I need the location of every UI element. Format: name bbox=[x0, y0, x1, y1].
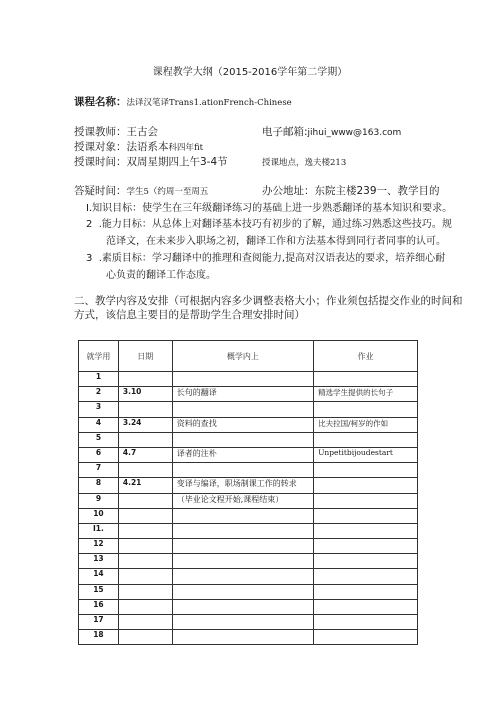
cell-content: 变译与编译，职场制课工作的转求 bbox=[172, 478, 313, 493]
table-row bbox=[79, 372, 418, 387]
cell-content bbox=[172, 508, 313, 523]
cell-date bbox=[118, 539, 172, 554]
cell-date bbox=[118, 372, 172, 387]
course-name-label: 课程名称： bbox=[74, 96, 127, 108]
cell-week: 13 bbox=[79, 554, 119, 569]
objective-1-head: 知识 bbox=[92, 203, 113, 214]
cell-content bbox=[172, 584, 313, 599]
course-name-value: 法译汉笔译Trans1.ationFrench-Chinese bbox=[126, 98, 292, 108]
cell-week: 14 bbox=[79, 569, 119, 584]
class-time-label: 授课时间： bbox=[74, 156, 127, 168]
cell-content bbox=[172, 402, 313, 417]
cell-date bbox=[118, 569, 172, 584]
table-row bbox=[79, 463, 418, 478]
objective-1 bbox=[86, 199, 452, 214]
table-row bbox=[79, 447, 418, 462]
cell-week: 16 bbox=[79, 599, 119, 614]
cell-homework bbox=[314, 402, 418, 417]
cell-week: 1 bbox=[79, 372, 119, 387]
cell-date bbox=[118, 432, 172, 447]
objective-3-num: 3 bbox=[86, 253, 93, 264]
course-name bbox=[74, 94, 292, 109]
cell-homework bbox=[314, 508, 418, 523]
cell-content bbox=[172, 599, 313, 614]
cell-homework: 精选学生提供的长句子 bbox=[314, 387, 418, 402]
cell-date: 3.24 bbox=[118, 417, 172, 432]
teacher-value: 王古会 bbox=[126, 126, 158, 138]
schedule-table bbox=[78, 340, 418, 645]
table-row bbox=[79, 493, 418, 508]
cell-homework bbox=[314, 615, 418, 630]
cell-homework bbox=[314, 630, 418, 645]
objective-2-head: .能力 bbox=[98, 219, 122, 230]
objective-2 bbox=[86, 215, 452, 230]
cell-content bbox=[172, 630, 313, 645]
table-row bbox=[79, 387, 418, 402]
cell-homework bbox=[314, 584, 418, 599]
cell-homework bbox=[314, 432, 418, 447]
qa-time bbox=[74, 183, 208, 198]
cell-homework bbox=[314, 599, 418, 614]
header-date: 日期 bbox=[118, 341, 172, 372]
cell-homework bbox=[314, 539, 418, 554]
cell-content bbox=[172, 569, 313, 584]
cell-homework bbox=[314, 493, 418, 508]
table-row bbox=[79, 569, 418, 584]
teacher-label: 授课教师： bbox=[74, 126, 127, 138]
cell-content: （毕业论文程开始,课程结束） bbox=[172, 493, 313, 508]
cell-date bbox=[118, 615, 172, 630]
objective-1-num: I. bbox=[86, 203, 93, 214]
email-label: 电子邮箱: bbox=[262, 126, 308, 138]
office-address bbox=[262, 183, 440, 198]
cell-week: 10 bbox=[79, 508, 119, 523]
cell-week: 6 bbox=[79, 447, 119, 462]
table-row bbox=[79, 523, 418, 538]
cell-content bbox=[172, 463, 313, 478]
cell-homework bbox=[314, 478, 418, 493]
cell-date bbox=[118, 630, 172, 645]
table-row bbox=[79, 478, 418, 493]
cell-content: 译者的注朴 bbox=[172, 447, 313, 462]
objective-2-num: 2 bbox=[86, 219, 93, 230]
objective-3-text: 素质目标：学习翻译中的推理和查阅能力,提高对汉语表达的要求，培养细心耐 bbox=[101, 253, 446, 264]
cell-content bbox=[172, 432, 313, 447]
teacher bbox=[74, 124, 158, 139]
table-row bbox=[79, 417, 418, 432]
cell-content bbox=[172, 539, 313, 554]
audience-extra: 科四年fit bbox=[168, 143, 204, 153]
cell-content bbox=[172, 615, 313, 630]
cell-week: 9 bbox=[79, 493, 119, 508]
cell-week: 2 bbox=[79, 387, 119, 402]
cell-date bbox=[118, 508, 172, 523]
objective-3-head: . bbox=[98, 253, 102, 264]
cell-date bbox=[118, 402, 172, 417]
table-row bbox=[79, 539, 418, 554]
cell-date bbox=[118, 523, 172, 538]
objective-1-text: 目标：使学生在三年级翻译练习的基础上进一步熟悉翻译的基本知识和要求。 bbox=[112, 203, 453, 214]
cell-homework bbox=[314, 463, 418, 478]
email bbox=[262, 124, 401, 139]
objective-2-continued: 范译文，在未来步入职场之初，翻译工作和方法基本得到同行者同事的认可。 bbox=[106, 236, 446, 247]
cell-date: 3.10 bbox=[118, 387, 172, 402]
cell-homework: Unpetitbijoudestart bbox=[314, 447, 418, 462]
cell-content bbox=[172, 554, 313, 569]
section-2-heading-continued: 方式，该信息主要目的是帮助学生合理安排时间） bbox=[74, 309, 305, 321]
cell-homework bbox=[314, 523, 418, 538]
audience bbox=[74, 139, 203, 154]
cell-date: 4.21 bbox=[118, 478, 172, 493]
cell-date: 4.7 bbox=[118, 447, 172, 462]
cell-content bbox=[172, 523, 313, 538]
cell-week: 18 bbox=[79, 630, 119, 645]
cell-week: 12 bbox=[79, 539, 119, 554]
office-address-value: 办公地址：东院主楼239一、教学目的 bbox=[262, 185, 440, 197]
header-homework: 作业 bbox=[314, 341, 418, 372]
qa-time-label: 答疑时间： bbox=[74, 185, 127, 197]
objective-3-continued: 心负责的翻译工作态度。 bbox=[106, 270, 216, 281]
class-place bbox=[262, 156, 346, 168]
cell-week: I1. bbox=[79, 523, 119, 538]
objective-3 bbox=[86, 249, 445, 264]
cell-week: 7 bbox=[79, 463, 119, 478]
cell-content: 长句的翻译 bbox=[172, 387, 313, 402]
table-row bbox=[79, 615, 418, 630]
cell-week: 4 bbox=[79, 417, 119, 432]
cell-date bbox=[118, 599, 172, 614]
cell-date bbox=[118, 463, 172, 478]
class-time-extra: 四上午3-4节 bbox=[168, 156, 228, 168]
table-header-row bbox=[79, 341, 418, 372]
cell-date bbox=[118, 493, 172, 508]
schedule-body bbox=[79, 372, 418, 645]
cell-week: 15 bbox=[79, 584, 119, 599]
cell-homework bbox=[314, 372, 418, 387]
audience-label: 授课对象： bbox=[74, 141, 127, 153]
cell-homework bbox=[314, 569, 418, 584]
cell-homework: 比夫拉国/柯岁的作如 bbox=[314, 417, 418, 432]
table-row bbox=[79, 508, 418, 523]
qa-time-value: 学生5（约周一至周五 bbox=[126, 187, 209, 197]
cell-date bbox=[118, 584, 172, 599]
table-row bbox=[79, 584, 418, 599]
table-row bbox=[79, 402, 418, 417]
class-time-value: 双周星期 bbox=[126, 156, 169, 168]
class-time bbox=[74, 154, 228, 169]
cell-content bbox=[172, 372, 313, 387]
email-value: jihui_www@163.com bbox=[307, 128, 402, 138]
header-content: 概学内上 bbox=[172, 341, 313, 372]
header-week: 就学用 bbox=[79, 341, 119, 372]
class-place-label: 授课地点，逸夫楼213 bbox=[262, 158, 347, 168]
section-2-heading: 二、教学内容及安排（可根据内容多少调整表格大小；作业须包括提交作业的时间和 bbox=[74, 295, 463, 307]
page-title: 课程教学大纲（2015-2016学年第二学期） bbox=[152, 67, 348, 78]
cell-content: 资料的查找 bbox=[172, 417, 313, 432]
cell-date bbox=[118, 554, 172, 569]
cell-week: 8 bbox=[79, 478, 119, 493]
table-row bbox=[79, 630, 418, 645]
objective-2-text: 目标：从总体上对翻译基本技巧有初步的了解，通过练习熟悉这些技巧。规 bbox=[121, 219, 452, 230]
cell-week: 17 bbox=[79, 615, 119, 630]
table-row bbox=[79, 599, 418, 614]
table-row bbox=[79, 432, 418, 447]
cell-week: 5 bbox=[79, 432, 119, 447]
audience-value: 法语系本 bbox=[126, 141, 169, 153]
cell-week: 3 bbox=[79, 402, 119, 417]
table-row bbox=[79, 554, 418, 569]
cell-homework bbox=[314, 554, 418, 569]
